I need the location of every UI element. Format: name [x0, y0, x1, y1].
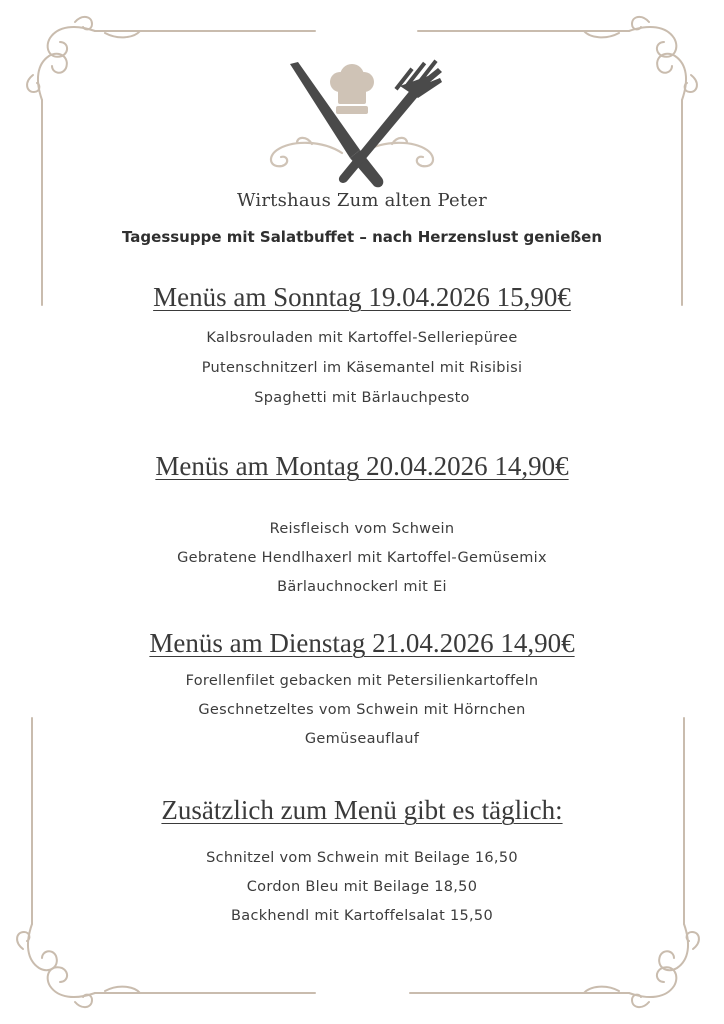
dish-item: Forellenfilet gebacken mit Petersilienkartoffeln — [185, 673, 539, 689]
tagline: Tagessuppe mit Salatbuffet – nach Herzenslust genießen — [121, 228, 603, 246]
dish-item: Reisfleisch vom Schwein — [269, 521, 455, 537]
restaurant-logo — [252, 58, 452, 190]
menu-heading-monday: Menüs am Montag 20.04.2026 14,90€ — [155, 451, 569, 481]
menu-heading-sunday: Menüs am Sonntag 19.04.2026 15,90€ — [153, 282, 571, 312]
restaurant-name: Wirtshaus Zum alten Peter — [237, 190, 487, 211]
dish-item: Bärlauchnockerl mit Ei — [277, 579, 447, 595]
swirl-ornament-left — [271, 138, 342, 166]
dish-item: Gemüseauflauf — [304, 731, 420, 747]
dish-item: Putenschnitzerl im Käsemantel mit Risibisi — [201, 360, 523, 376]
dish-item: Spaghetti mit Bärlauchpesto — [254, 390, 470, 406]
dish-item: Kalbsrouladen mit Kartoffel-Selleriepüree — [206, 330, 518, 346]
chef-hat-icon — [330, 64, 374, 114]
corner-ornament-top-right — [418, 17, 697, 305]
menu-heading-tuesday: Menüs am Dienstag 21.04.2026 14,90€ — [149, 628, 575, 658]
extra-item: Schnitzel vom Schwein mit Beilage 16,50 — [206, 850, 518, 866]
extra-item: Backhendl mit Kartoffelsalat 15,50 — [231, 908, 493, 924]
dish-item: Gebratene Hendlhaxerl mit Kartoffel-Gemüsemix — [177, 550, 547, 566]
extras-heading: Zusätzlich zum Menü gibt es täglich: — [161, 795, 563, 825]
dish-item: Geschnetzeltes vom Schwein mit Hörnchen — [198, 702, 526, 718]
extra-item: Cordon Bleu mit Beilage 18,50 — [246, 879, 478, 895]
